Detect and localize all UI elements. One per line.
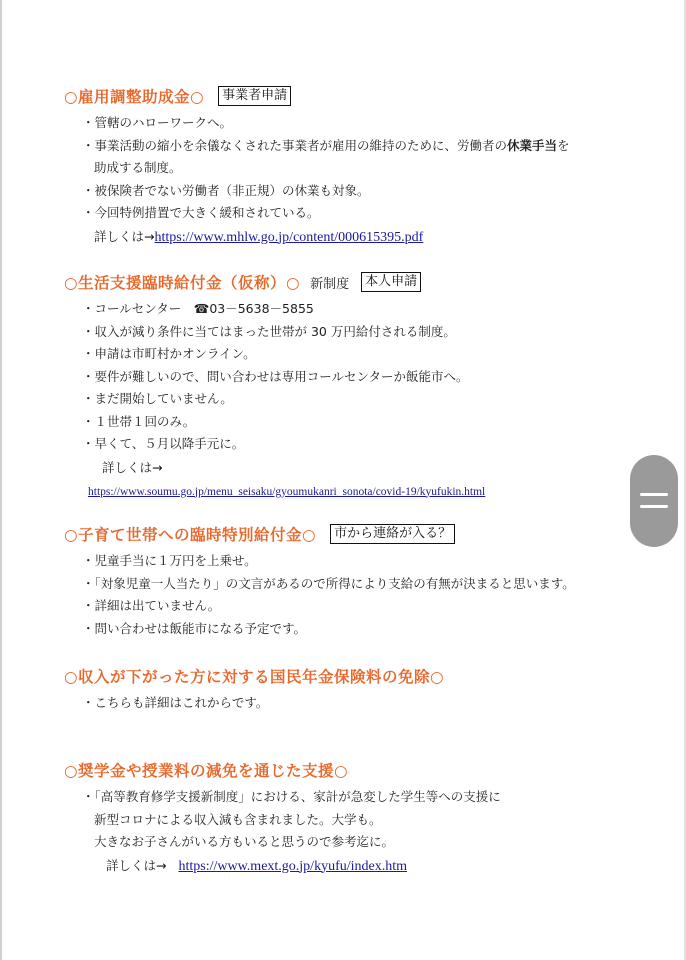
applicant-tag: 本人申請 [361,272,421,292]
detail-link-row [64,225,646,249]
menu-bar-icon [640,493,668,496]
list-item: ・「高等教育修学支援新制度」における、家計が急変した学生等への支援に [82,789,501,804]
list-item: ・今回特例措置で大きく緩和されている。 [82,205,320,220]
item-list [64,786,646,878]
scroll-menu-handle[interactable] [630,455,678,547]
list-item: ・収入が減り条件に当てはまった世帯が 30 万円給付される制度。 [82,323,456,339]
section-scholarship-support [64,758,646,878]
new-system-note: 新制度 [310,276,350,292]
list-item: ・問い合わせは飯能市になる予定です。 [82,620,307,636]
list-item: ・児童手当に１万円を上乗せ。 [82,553,257,568]
list-item: 新型コロナによる収入減も含まれました。大学も。 [94,811,382,827]
list-item: ・早くて、５月以降手元に。 [82,436,245,451]
list-item: ・１世帯１回のみ。 [82,413,196,429]
item-list [64,112,646,249]
section-title: ○奨学金や授業料の減免を通じた支援○ [64,762,349,780]
section-pension-exemption [64,664,646,715]
detail-link[interactable]: https://www.soumu.go.jp/menu_seisaku/gyoumukanri_sonota/covid-19/kyufukin.html [88,485,486,498]
detail-link-label: 詳しくは→ [102,459,163,475]
list-item: ・「対象児童一人当たり」の文言があるので所得により支給の有無が決まると思います。 [82,575,575,591]
applicant-tag: 市から連絡が入る？ [330,524,455,544]
detail-link-row [64,479,646,504]
list-item: ・事業活動の縮小を余儀なくされた事業者が雇用の維持のために、労働者の休業手当を [82,137,570,153]
section-child-rearing-benefit [64,522,646,640]
list-item: ・コールセンター ☎03－5638－5855 [82,301,314,316]
item-list [64,550,646,640]
section-heading [64,270,646,294]
list-item: ・管轄のハローワークへ。 [82,115,233,130]
section-livelihood-support [64,270,646,504]
item-list [64,692,646,715]
section-heading [64,664,646,688]
section-title: ○生活支援臨時給付金（仮称）○ [64,274,301,292]
section-title: ○子育て世帯への臨時特別給付金○ [64,526,317,544]
list-item: ・要件が難しいので、問い合わせは専用コールセンターか飯能市へ。 [82,368,469,384]
section-title: ○雇用調整助成金○ [64,88,205,106]
list-item: 大きなお子さんがいる方もいると思うので参考迄に。 [94,834,395,849]
list-item: ・被保険者でない労働者（非正規）の休業も対象。 [82,182,370,198]
link-prefix: 詳しくは→ [94,228,155,244]
menu-bar-icon [640,505,668,508]
detail-link[interactable]: https://www.mext.go.jp/kyufu/index.htm [178,858,408,874]
applicant-tag: 事業者申請 [218,86,291,106]
section-heading [64,758,646,782]
list-item: ・申請は市町村かオンライン。 [82,346,256,361]
item-list [64,298,646,504]
section-employment-subsidy [64,84,646,249]
section-heading [64,522,646,546]
list-item: ・詳細は出ていません。 [82,598,221,613]
list-item: 助成する制度。 [94,160,182,175]
list-item: ・こちらも詳細はこれからです。 [82,695,269,710]
link-prefix: 詳しくは→ [106,857,167,873]
emphasis-text: 休業手当 [507,137,558,153]
list-item: ・まだ開始していません。 [82,391,233,406]
detail-link[interactable]: https://www.mhlw.go.jp/content/000615395.pdf [154,229,424,245]
section-heading [64,84,646,108]
detail-link-row [64,854,646,878]
page-edge [0,0,2,960]
section-title: ○収入が下がった方に対する国民年金保険料の免除○ [64,668,445,686]
